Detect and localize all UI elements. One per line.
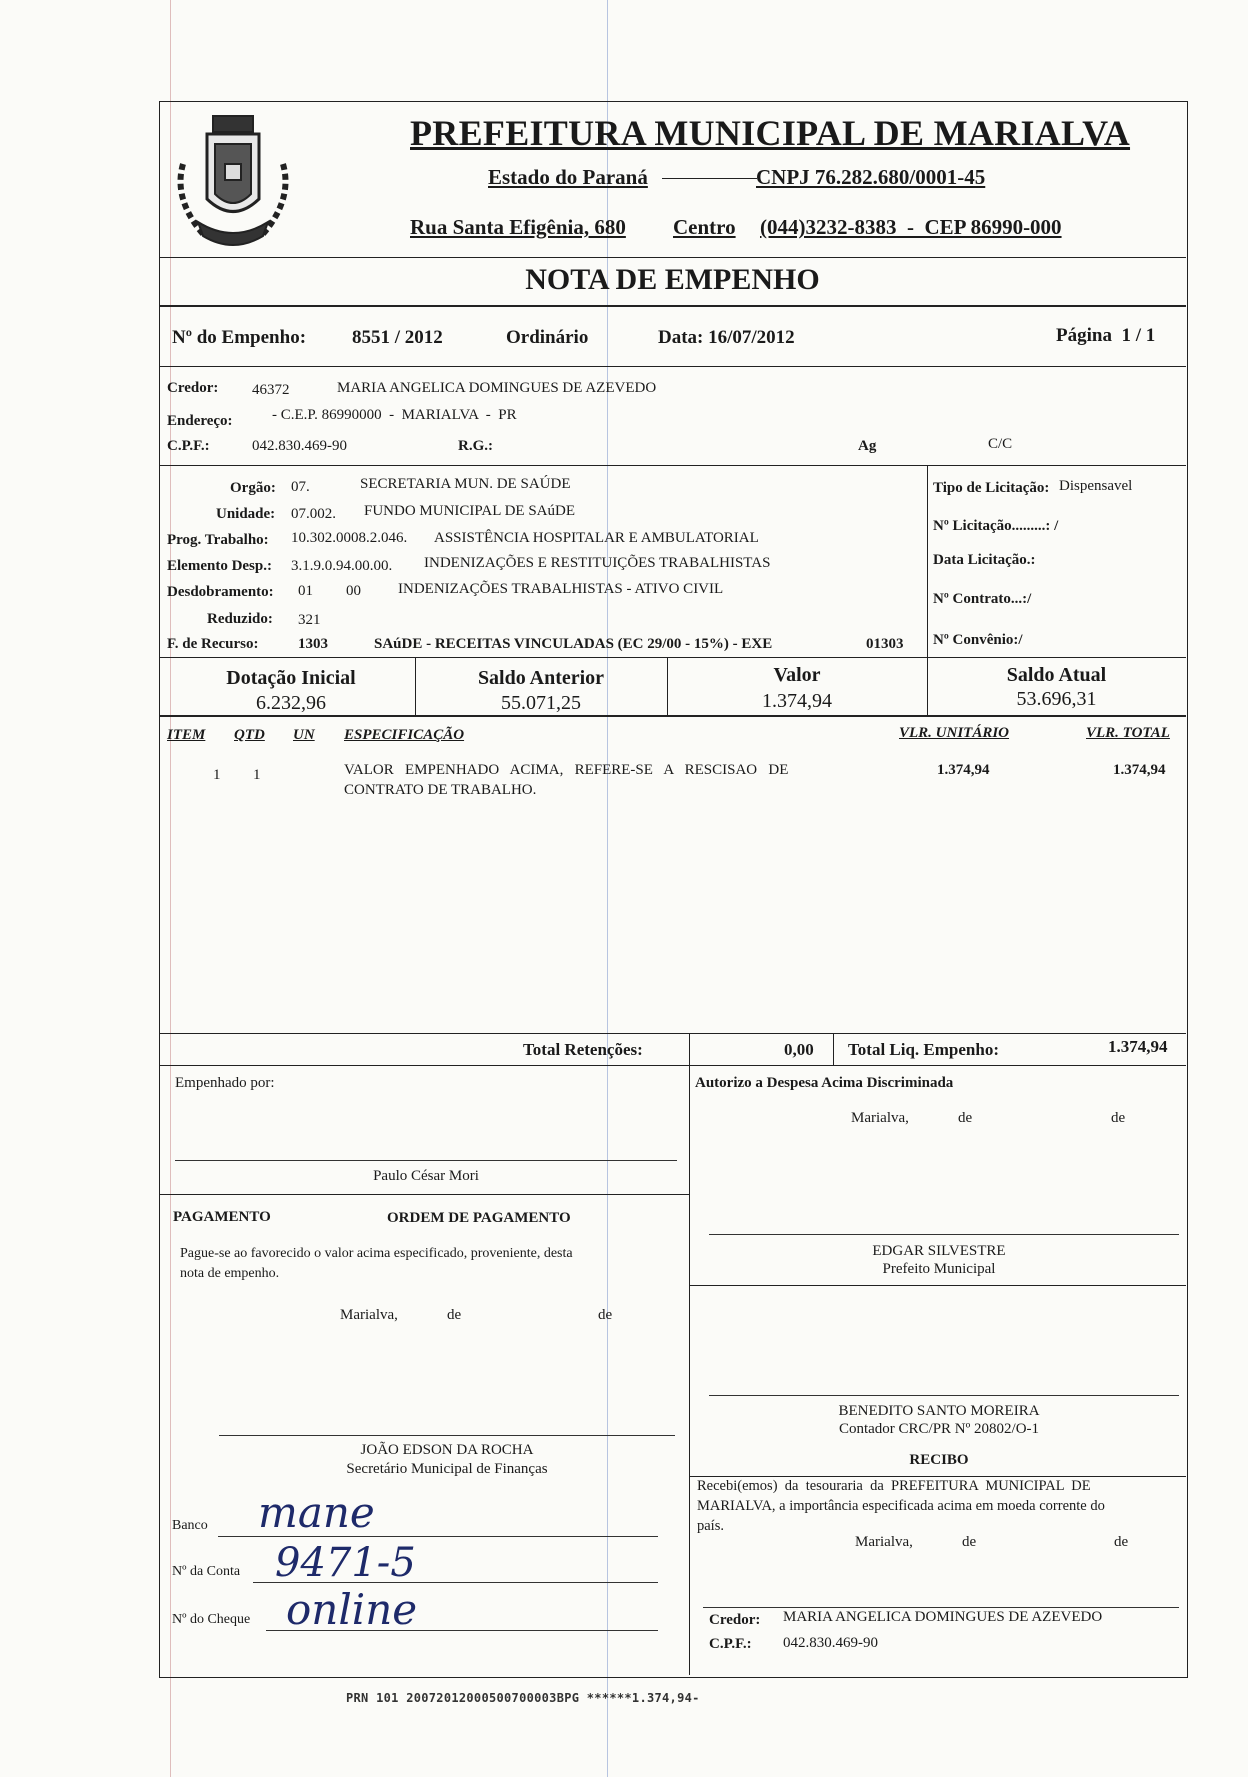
state-label: Estado do Paraná bbox=[488, 165, 648, 189]
page-number: Página 1 / 1 bbox=[1056, 325, 1156, 346]
secretario-name: JOÃO EDSON DA ROCHA bbox=[360, 1442, 534, 1458]
address-field-label: Endereço: bbox=[167, 413, 233, 429]
dotacao-value: 6.232,96 bbox=[256, 692, 326, 714]
elemento-label: Elemento Desp.: bbox=[167, 558, 272, 574]
address-label: Rua Santa Efigênia, 680 bbox=[410, 215, 626, 239]
prefeito-name: EDGAR SILVESTRE bbox=[872, 1243, 1006, 1259]
saldo-anterior-value: 55.071,25 bbox=[501, 692, 581, 714]
elemento-desc: INDENIZAÇÕES E RESTITUIÇÕES TRABALHISTAS bbox=[424, 555, 771, 571]
credor-name: MARIA ANGELICA DOMINGUES DE AZEVEDO bbox=[337, 380, 657, 396]
divider bbox=[159, 1033, 1186, 1034]
local-date-1: Marialva, bbox=[851, 1110, 909, 1126]
signature-line bbox=[709, 1234, 1179, 1235]
orgao-label: Orgão: bbox=[230, 480, 276, 496]
banco-label: Banco bbox=[172, 1518, 208, 1533]
footer-barcode-text: PRN 101 20072012000500700003BPG ******1.374,94- bbox=[346, 1691, 700, 1705]
col-unit-value: VLR. UNITÁRIO bbox=[899, 725, 1010, 741]
licitacao-date: Data Licitação.: bbox=[933, 552, 1036, 568]
pague-line2: nota de empenho. bbox=[180, 1266, 280, 1281]
coat-of-arms-seal bbox=[163, 104, 303, 254]
divider bbox=[689, 1285, 1186, 1286]
dotacao-label: Dotação Inicial bbox=[226, 667, 356, 689]
pagamento-label: PAGAMENTO bbox=[173, 1209, 271, 1225]
conta-label: Nº da Conta bbox=[172, 1564, 241, 1579]
signature-line bbox=[219, 1435, 675, 1436]
retencoes-label: Total Retenções: bbox=[523, 1040, 643, 1059]
secretario-title: Secretário Municipal de Finanças bbox=[346, 1461, 548, 1477]
empenho-number-label: Nº do Empenho: bbox=[172, 327, 307, 348]
contador-title: Contador CRC/PR Nº 20802/O-1 bbox=[838, 1421, 1040, 1437]
divider bbox=[159, 715, 1186, 717]
date-de-3a: de bbox=[962, 1534, 977, 1550]
local-date-2: Marialva, bbox=[340, 1307, 398, 1323]
divider bbox=[159, 1065, 1186, 1066]
recurso-number: 01303 bbox=[866, 636, 904, 652]
credor-sign-name: MARIA ANGELICA DOMINGUES DE AZEVEDO bbox=[783, 1609, 1103, 1625]
divider bbox=[833, 1033, 834, 1065]
saldo-anterior-label: Saldo Anterior bbox=[477, 667, 605, 689]
divider bbox=[159, 657, 1186, 658]
cheque-handwritten: online bbox=[286, 1585, 418, 1634]
desdobramento-desc: INDENIZAÇÕES TRABALHISTAS - ATIVO CIVIL bbox=[398, 581, 724, 597]
empenhado-name: Paulo César Mori bbox=[373, 1168, 479, 1184]
empenho-date: Data: 16/07/2012 bbox=[658, 327, 795, 348]
credor-code: 46372 bbox=[252, 382, 290, 398]
recibo-line3: país. bbox=[697, 1518, 724, 1534]
divider bbox=[159, 366, 1186, 367]
unidade-label: Unidade: bbox=[216, 506, 276, 522]
orgao-desc: SECRETARIA MUN. DE SAÚDE bbox=[360, 476, 571, 492]
saldo-atual-value: 53.696,31 bbox=[1016, 688, 1097, 710]
item-number: 1 bbox=[213, 767, 221, 783]
date-de-1b: de bbox=[1111, 1110, 1126, 1126]
unidade-desc: FUNDO MUNICIPAL DE SAúDE bbox=[364, 503, 575, 519]
prog-code: 10.302.0008.2.046. bbox=[291, 530, 408, 546]
desdobramento-code2: 00 bbox=[346, 583, 361, 599]
divider bbox=[159, 305, 1186, 307]
cnpj-label: CNPJ 76.282.680/0001-45 bbox=[756, 165, 986, 189]
licitacao-type-label: Tipo de Licitação: bbox=[933, 480, 1050, 496]
licitacao-number: Nº Licitação.........: / bbox=[933, 518, 1059, 534]
item-total-value: 1.374,94 bbox=[1113, 762, 1166, 778]
pague-line1: Pague-se ao favorecido o valor acima especificado, proveniente, desta bbox=[180, 1246, 573, 1261]
col-un: UN bbox=[293, 727, 315, 743]
valor-value: 1.374,94 bbox=[762, 690, 832, 712]
date-de-1a: de bbox=[958, 1110, 973, 1126]
signature-line bbox=[703, 1607, 1179, 1608]
desdobramento-code1: 01 bbox=[298, 583, 313, 599]
elemento-code: 3.1.9.0.94.00.00. bbox=[291, 558, 393, 574]
contador-name: BENEDITO SANTO MOREIRA bbox=[838, 1403, 1040, 1419]
divider bbox=[689, 1476, 1186, 1477]
credor-label: Credor: bbox=[167, 380, 219, 396]
convenio-number: Nº Convênio:/ bbox=[933, 632, 1023, 648]
autorizo-label: Autorizo a Despesa Acima Discriminada bbox=[695, 1075, 954, 1091]
rg-label: R.G.: bbox=[458, 438, 493, 454]
contract-number: Nº Contrato...:/ bbox=[933, 591, 1032, 607]
recurso-code: 1303 bbox=[298, 636, 328, 652]
cheque-label: Nº do Cheque bbox=[172, 1612, 251, 1627]
local-date-3: Marialva, bbox=[855, 1534, 913, 1550]
liq-label: Total Liq. Empenho: bbox=[848, 1040, 999, 1059]
divider bbox=[689, 1033, 690, 1065]
district-label: Centro bbox=[673, 215, 736, 239]
phone-cep-label: (044)3232-8383 - CEP 86990-000 bbox=[760, 215, 1062, 239]
recibo-line2: MARIALVA, a importância especificada acima em moeda corrente do bbox=[697, 1498, 1105, 1514]
document-title: NOTA DE EMPENHO bbox=[525, 263, 820, 296]
date-de-2b: de bbox=[598, 1307, 613, 1323]
reduzido-label: Reduzido: bbox=[207, 611, 273, 627]
recibo-label: RECIBO bbox=[909, 1452, 969, 1468]
ordem-pagamento-label: ORDEM DE PAGAMENTO bbox=[387, 1210, 571, 1226]
liq-value: 1.374,94 bbox=[1108, 1037, 1168, 1056]
empenho-type: Ordinário bbox=[506, 327, 589, 348]
licitacao-type: Dispensavel bbox=[1059, 478, 1133, 494]
divider bbox=[689, 1065, 690, 1675]
page-title: PREFEITURA MUNICIPAL DE MARIALVA bbox=[410, 113, 1131, 153]
item-unit-value: 1.374,94 bbox=[937, 762, 990, 778]
date-de-2a: de bbox=[447, 1307, 462, 1323]
signature-line bbox=[709, 1395, 1179, 1396]
divider bbox=[159, 257, 1186, 258]
underline-filler bbox=[662, 178, 757, 179]
cpf-label: C.P.F.: bbox=[167, 438, 210, 454]
prog-label: Prog. Trabalho: bbox=[167, 532, 269, 548]
recurso-desc: SAúDE - RECEITAS VINCULADAS (EC 29/00 - 15%) - EXE bbox=[374, 636, 773, 652]
recibo-line1: Recebi(emos) da tesouraria da PREFEITURA MUNICIPAL DE bbox=[697, 1478, 1091, 1494]
empenho-number: 8551 / 2012 bbox=[352, 327, 443, 348]
cpf-sign-value: 042.830.469-90 bbox=[783, 1635, 878, 1651]
valor-label: Valor bbox=[773, 664, 821, 686]
empenhado-label: Empenhado por: bbox=[175, 1075, 275, 1091]
signature-line bbox=[175, 1160, 677, 1161]
date-de-3b: de bbox=[1114, 1534, 1129, 1550]
prefeito-title: Prefeito Municipal bbox=[882, 1261, 996, 1277]
reduzido-value: 321 bbox=[298, 612, 321, 628]
saldo-atual-label: Saldo Atual bbox=[1006, 664, 1107, 686]
prog-desc: ASSISTÊNCIA HOSPITALAR E AMBULATORIAL bbox=[434, 530, 759, 546]
col-total-value: VLR. TOTAL bbox=[1086, 725, 1170, 741]
cpf-sign-label: C.P.F.: bbox=[709, 1636, 752, 1652]
retencoes-value: 0,00 bbox=[784, 1040, 814, 1059]
desdobramento-label: Desdobramento: bbox=[167, 584, 274, 600]
item-desc-line2: CONTRATO DE TRABALHO. bbox=[344, 782, 537, 798]
item-qtd: 1 bbox=[253, 767, 261, 783]
orgao-code: 07. bbox=[291, 479, 310, 495]
col-qtd: QTD bbox=[234, 727, 265, 743]
account-label: C/C bbox=[988, 436, 1013, 452]
cpf-value: 042.830.469-90 bbox=[252, 438, 347, 454]
recurso-label: F. de Recurso: bbox=[167, 636, 259, 652]
col-item: ITEM bbox=[167, 727, 206, 743]
divider bbox=[927, 465, 928, 657]
unidade-code: 07.002. bbox=[291, 506, 336, 522]
divider bbox=[159, 465, 1186, 466]
conta-handwritten: 9471-5 bbox=[275, 1540, 416, 1586]
banco-handwritten: mane bbox=[258, 1488, 375, 1537]
item-desc-line1: VALOR EMPENHADO ACIMA, REFERE-SE A RESCISAO DE bbox=[344, 762, 789, 778]
col-especificacao: ESPECIFICAÇÃO bbox=[344, 727, 465, 743]
divider bbox=[159, 1194, 689, 1195]
agency-label: Ag bbox=[858, 438, 877, 454]
credor-sign-label: Credor: bbox=[709, 1612, 761, 1628]
credor-address: - C.E.P. 86990000 - MARIALVA - PR bbox=[272, 407, 517, 423]
